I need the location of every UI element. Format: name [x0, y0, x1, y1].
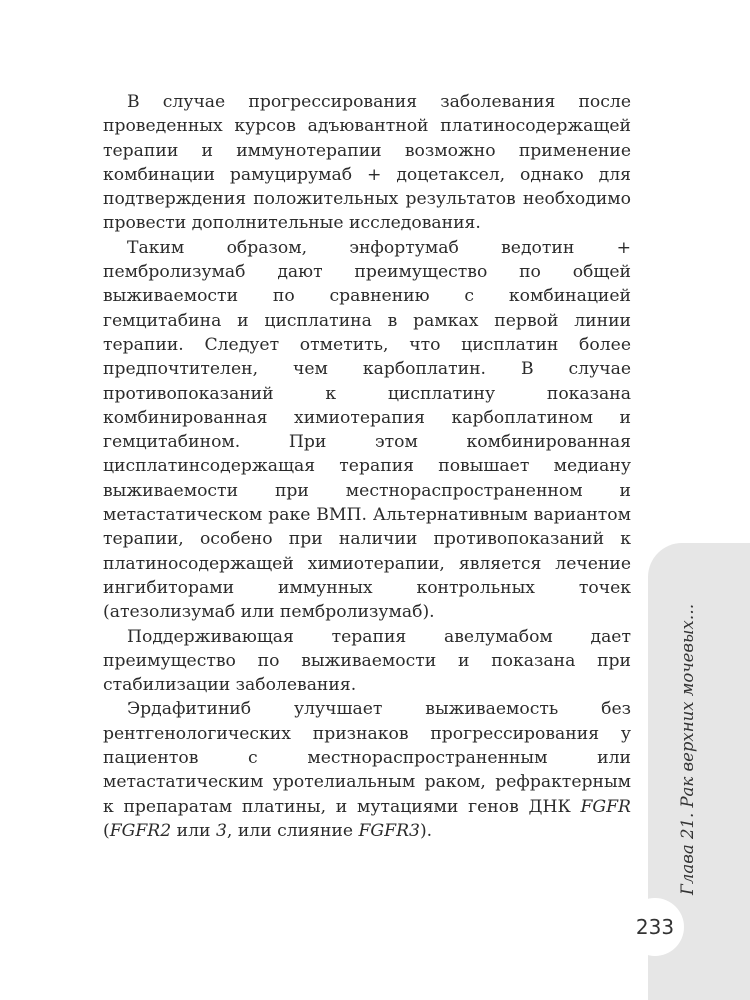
paragraph-4-text-e: ).	[419, 820, 433, 841]
body-text	[103, 90, 631, 843]
gene-name-3: 3	[215, 820, 227, 841]
paragraph-4-text-b: (	[103, 820, 110, 841]
paragraph-4-text-c: или	[171, 820, 216, 841]
gene-name-fgfr3: FGFR3	[358, 820, 420, 841]
paragraph-4	[103, 697, 631, 843]
paragraph-2	[103, 236, 631, 625]
chapter-running-title: Глава 21. Рак верхних мочевых…	[678, 603, 697, 895]
page-number: 233	[635, 915, 675, 939]
page-number-badge	[626, 898, 684, 956]
paragraph-2-text: Таким образом, энфортумаб ведотин + пембролизумаб дают преимущество по общей выживаемости по сравнению с комбинацией гемцитабина и цисплатина в рамках первой линии терапии. Следует отметить, что цисплатин более предпочтителен, чем карбоплатин. В случае противопоказаний к цисплатину показана комбинированная химиотерапия карбоплатином и гемцитабином. При этом комбинированная цисплатинсодержащая терапия повышает медиану выживаемости при местнораспространенном и метастатическом раке ВМП. Альтернативным вариантом терапии, особено при наличии противопоказаний к платиносодержащей химиотерапии, является лечение ингибиторами иммунных контрольных точек (атезолизумаб или пембролизумаб).	[103, 237, 631, 623]
paragraph-4-text-d: , или слияние	[226, 820, 359, 841]
paragraph-3	[103, 625, 631, 698]
paragraph-1	[103, 90, 631, 236]
paragraph-3-text: Поддерживающая терапия авелумабом дает преимущество по выживаемости и показана при стабилизации заболевания.	[103, 626, 631, 696]
gene-name-fgfr: FGFR	[580, 796, 631, 817]
paragraph-4-text-a: Эрдафитиниб улучшает выживаемость без рентгенологических признаков прогрессирования у пациентов с местнораспространенным или метастатическим уротелиальным раком, рефрактерным к препаратам платины, и мутациями генов ДНК	[103, 699, 631, 817]
gene-name-fgfr2: FGFR2	[109, 820, 172, 841]
paragraph-1-text: В случае прогрессирования заболевания после проведенных курсов адъювантной платиносодержащей терапии и иммунотерапии возможно применение комбинации рамуцирумаб + доцетаксел, однако для подтверждения положительных результатов необходимо провести дополнительные исследования.	[103, 92, 631, 234]
